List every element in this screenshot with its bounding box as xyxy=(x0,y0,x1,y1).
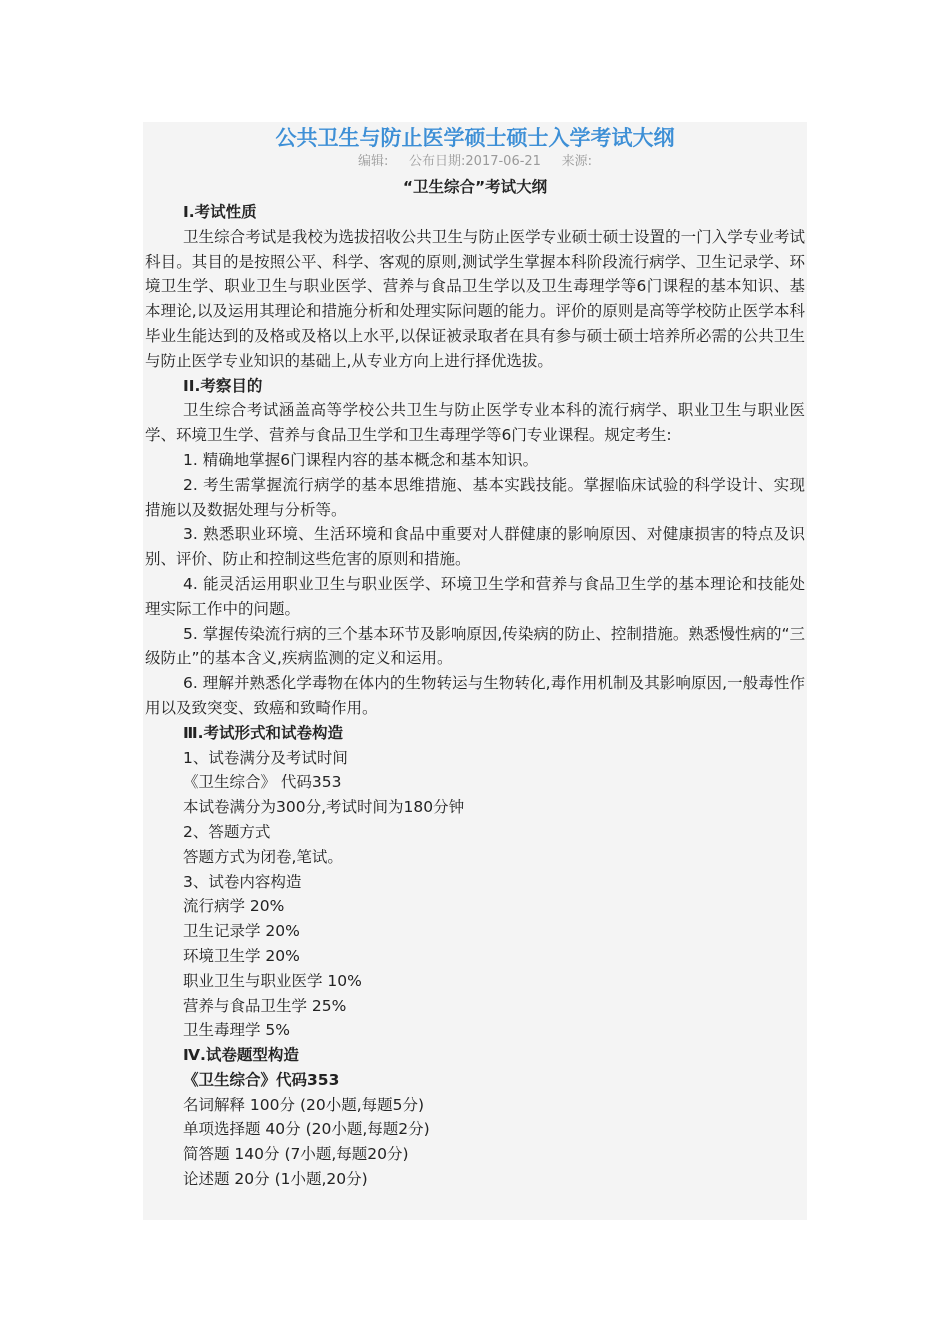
article-meta: 编辑: 公布日期:2017-06-21 来源: xyxy=(357,154,592,169)
content-weight-line: 环境卫生学 20% xyxy=(183,946,300,965)
format-line: 2、答题方式 xyxy=(183,822,271,841)
question-type-line: 简答题 140分 (7小题,每题20分) xyxy=(183,1145,409,1164)
format-line: 《卫生综合》 代码353 xyxy=(183,773,342,792)
section-heading-format: Ⅲ.考试形式和试卷构造 xyxy=(183,723,344,742)
purpose-item: 1. 精确地掌握6门课程内容的基本概念和基本知识。 xyxy=(183,450,539,469)
section-heading-purpose: II.考察目的 xyxy=(183,376,263,395)
exam-code: 《卫生综合》代码353 xyxy=(183,1070,340,1089)
question-type-line: 论述题 20分 (1小题,20分) xyxy=(183,1170,368,1189)
format-line: 1、试卷满分及考试时间 xyxy=(183,748,348,767)
content-weight-line: 卫生毒理学 5% xyxy=(183,1021,291,1040)
section-heading-question-types: Ⅳ.试卷题型构造 xyxy=(183,1046,299,1065)
question-type-line: 单项选择题 40分 (20小题,每题2分) xyxy=(183,1120,430,1139)
purpose-item: 5. 掌握传染流行病的三个基本环节及影响原因,传染病的防止、控制措施。熟悉慢性病的“三级防止”的基本含义,疾病监测的定义和运用。 xyxy=(145,624,805,668)
section-body-nature: 卫生综合考试是我校为选拔招收公共卫生与防止医学专业硕士硕士设置的一门入学专业考试科目。其目的是按照公平、科学、客观的原则,测试学生掌握本科阶段流行病学、卫生记录学、环境卫生学、职业卫生与职业医学、营养与食品卫生学以及卫生毒理学等6门课程的基本知识、基本理论,以及运用其理论和措施分析和处理实际问题的能力。评价的原则是高等学校防止医学本科毕业生能达到的及格或及格以上水平,以保证被录取者在具有参与硕士硕士培养所必需的公共卫生与防止医学专业知识的基础上,从专业方向上进行择优选拔。 xyxy=(145,227,805,370)
article-content xyxy=(145,200,805,1192)
content-weight-line: 职业卫生与职业医学 10% xyxy=(183,971,362,990)
purpose-item: 6. 理解并熟悉化学毒物在体内的生物转运与生物转化,毒作用机制及其影响原因,一般毒性作用以及致突变、致癌和致畸作用。 xyxy=(145,674,805,717)
content-weight-line: 卫生记录学 20% xyxy=(183,922,300,941)
section-intro-purpose: 卫生综合考试涵盖高等学校公共卫生与防止医学专业本科的流行病学、职业卫生与职业医学、环境卫生学、营养与食品卫生学和卫生毒理学等6门专业课程。规定考生: xyxy=(145,401,805,445)
format-line: 本试卷满分为300分,考试时间为180分钟 xyxy=(183,798,465,817)
syllabus-subtitle: “卫生综合”考试大纲 xyxy=(402,178,548,196)
article-title: 公共卫生与防止医学硕士硕士入学考试大纲 xyxy=(275,126,675,150)
purpose-item: 2. 考生需掌握流行病学的基本思维措施、基本实践技能。掌握临床试验的科学设计、实现措施以及数据处理与分析等。 xyxy=(145,475,805,519)
purpose-item: 4. 能灵活运用职业卫生与职业医学、环境卫生学和营养与食品卫生学的基本理论和技能处理实际工作中的问题。 xyxy=(145,574,805,618)
purpose-item: 3. 熟悉职业环境、生活环境和食品中重要对人群健康的影响原因、对健康损害的特点及识别、评价、防止和控制这些危害的原则和措施。 xyxy=(145,525,805,569)
section-heading-nature: I.考试性质 xyxy=(183,203,257,221)
content-weight-line: 流行病学 20% xyxy=(183,897,285,916)
format-line: 3、试卷内容构造 xyxy=(183,872,302,891)
format-line: 答题方式为闭卷,笔试。 xyxy=(183,847,343,866)
question-type-line: 名词解释 100分 (20小题,每题5分) xyxy=(183,1095,425,1114)
content-weight-line: 营养与食品卫生学 25% xyxy=(183,996,347,1015)
